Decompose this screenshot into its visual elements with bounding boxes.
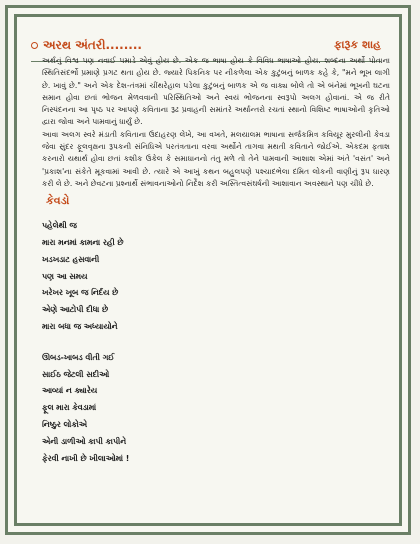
poem-line: ખરેખર ખૂબ જ નિર્દય છે [42,288,119,298]
hollow-circle-bullet-icon [31,42,38,49]
poem-line: સાઈઠ જેટલી સદીઓ [42,369,110,379]
essay-paragraph: અર્થનું વિશ્વ પણ નવાઈ પમાડે એવું હોય છે. એક જ ભાષા હોય કે વિવિધ ભાષાઓ હોય. શબ્દના અર્થો પોતાના સ્થિતિસંદર્ભો પ્રમાણે પ્રગટ થતા હોય છે. જ્યારે પિકનિક પર નીકળેલા એક કુટુંબનું બાળક કહે કે, "મને ભૂખ લાગી છે. ખાવું છે." અને એક દેશ-તંત્રમાં ચીંથરેહાલ પડેલા કુટુંબનું બાળક એ જ વાક્ય બોલે તો એ બંનેમાં ભૂખની ઘટના સમાન હોવા છતાં ભોજન મેળવવાની પરિસ્થિતિઓ અને સ્વયં ભોજનના સ્વરૂપો અલગ હોવાનાં. એ જ રીતે નિસ્પંદનના આ પૃષ્ઠ પર આપણે કવિતાના રૂઢ પ્રવાહની સમાંતરે અર્થાન્તરો રચતાં સ્થાનો વિશિષ્ટ ભાષાઓની કૃતિઓ દ્વારા જોવા અને પામવાનું ધાર્યું છે. [42,56,390,127]
page-header [31,35,381,55]
essay-paragraph: આવા અલગ સ્વરે મંડાતી કવિતાના ઉદાહરણ લેખે, આ વખતે, મલયાલમ ભાષાના સર્જકમિત્ર કવિયૂર મુરલીની કેવડા જેવા સુંદર ફૂલવૃક્ષના રૂપકની સંનિધિએ પરતંત્રતાના વરવા અર્થોને તાગવા મથતી કવિતાને જોઈએ. એકદમ ફતાશ કરનારો યથાર્થ હોવા છતાં કશીક ઉકેલ કે સમાધાનનો તંતુ મળે તો તેને પામવાની આશાશ એમાં અંતે 'વસંત' અને 'પ્રકાશ'ના સંકેતે મૂકવામાં આવી છે. ત્યારે એ આખું કથન બહુલપણે પશ્ચાદભેલા દમિત લોકની વાણીનું રૂપ ધારણ કરી લે છે. અને છેવટના પ્રશ્નાર્થે સંભાવનાઓનો નિર્દેશ કરી અસ્તિત્વસંઘર્ષની આશાવાન અવસ્થાને પણ ચીંધે છે. [42,129,390,188]
poem-line: ફેરવી નાખી છે ખીલાઓમાં ! [42,453,130,463]
poem-line: આવ્યાં ન ક્યારેય [42,386,98,396]
article-body [42,55,390,528]
poem-line: નિષ્ઠુર લોકોએ [42,420,88,430]
poem-line: મારા મનમાં કામના રહી છે [42,238,124,248]
author-name: ફારૂક શાહ [334,38,381,51]
poem-stanza [42,350,390,468]
page-title [31,38,142,53]
poem-line: એણે આટોપી દીધા છે [42,305,109,315]
poem-line: ફૂલ મારા કેવડામાં [42,403,97,413]
poem-line: પહેલેથી જ [42,221,77,231]
poem-title: કેવડો [46,194,70,208]
poem-line: એની ડાળીઓ કાપી કાપીને [42,436,127,446]
poem-line: પણ આ સમય [42,271,88,281]
page-title-text: અરથ અંતરી........ [43,37,142,52]
poem-line: ઊબડ-ખાબડ વીતી ગઈ [42,352,115,362]
poem-stanza [42,218,390,336]
poem-line: ખડખડાટ હસવાની [42,254,100,264]
poem-line: મારા બધા જ અધ્યાયોને [42,322,118,332]
